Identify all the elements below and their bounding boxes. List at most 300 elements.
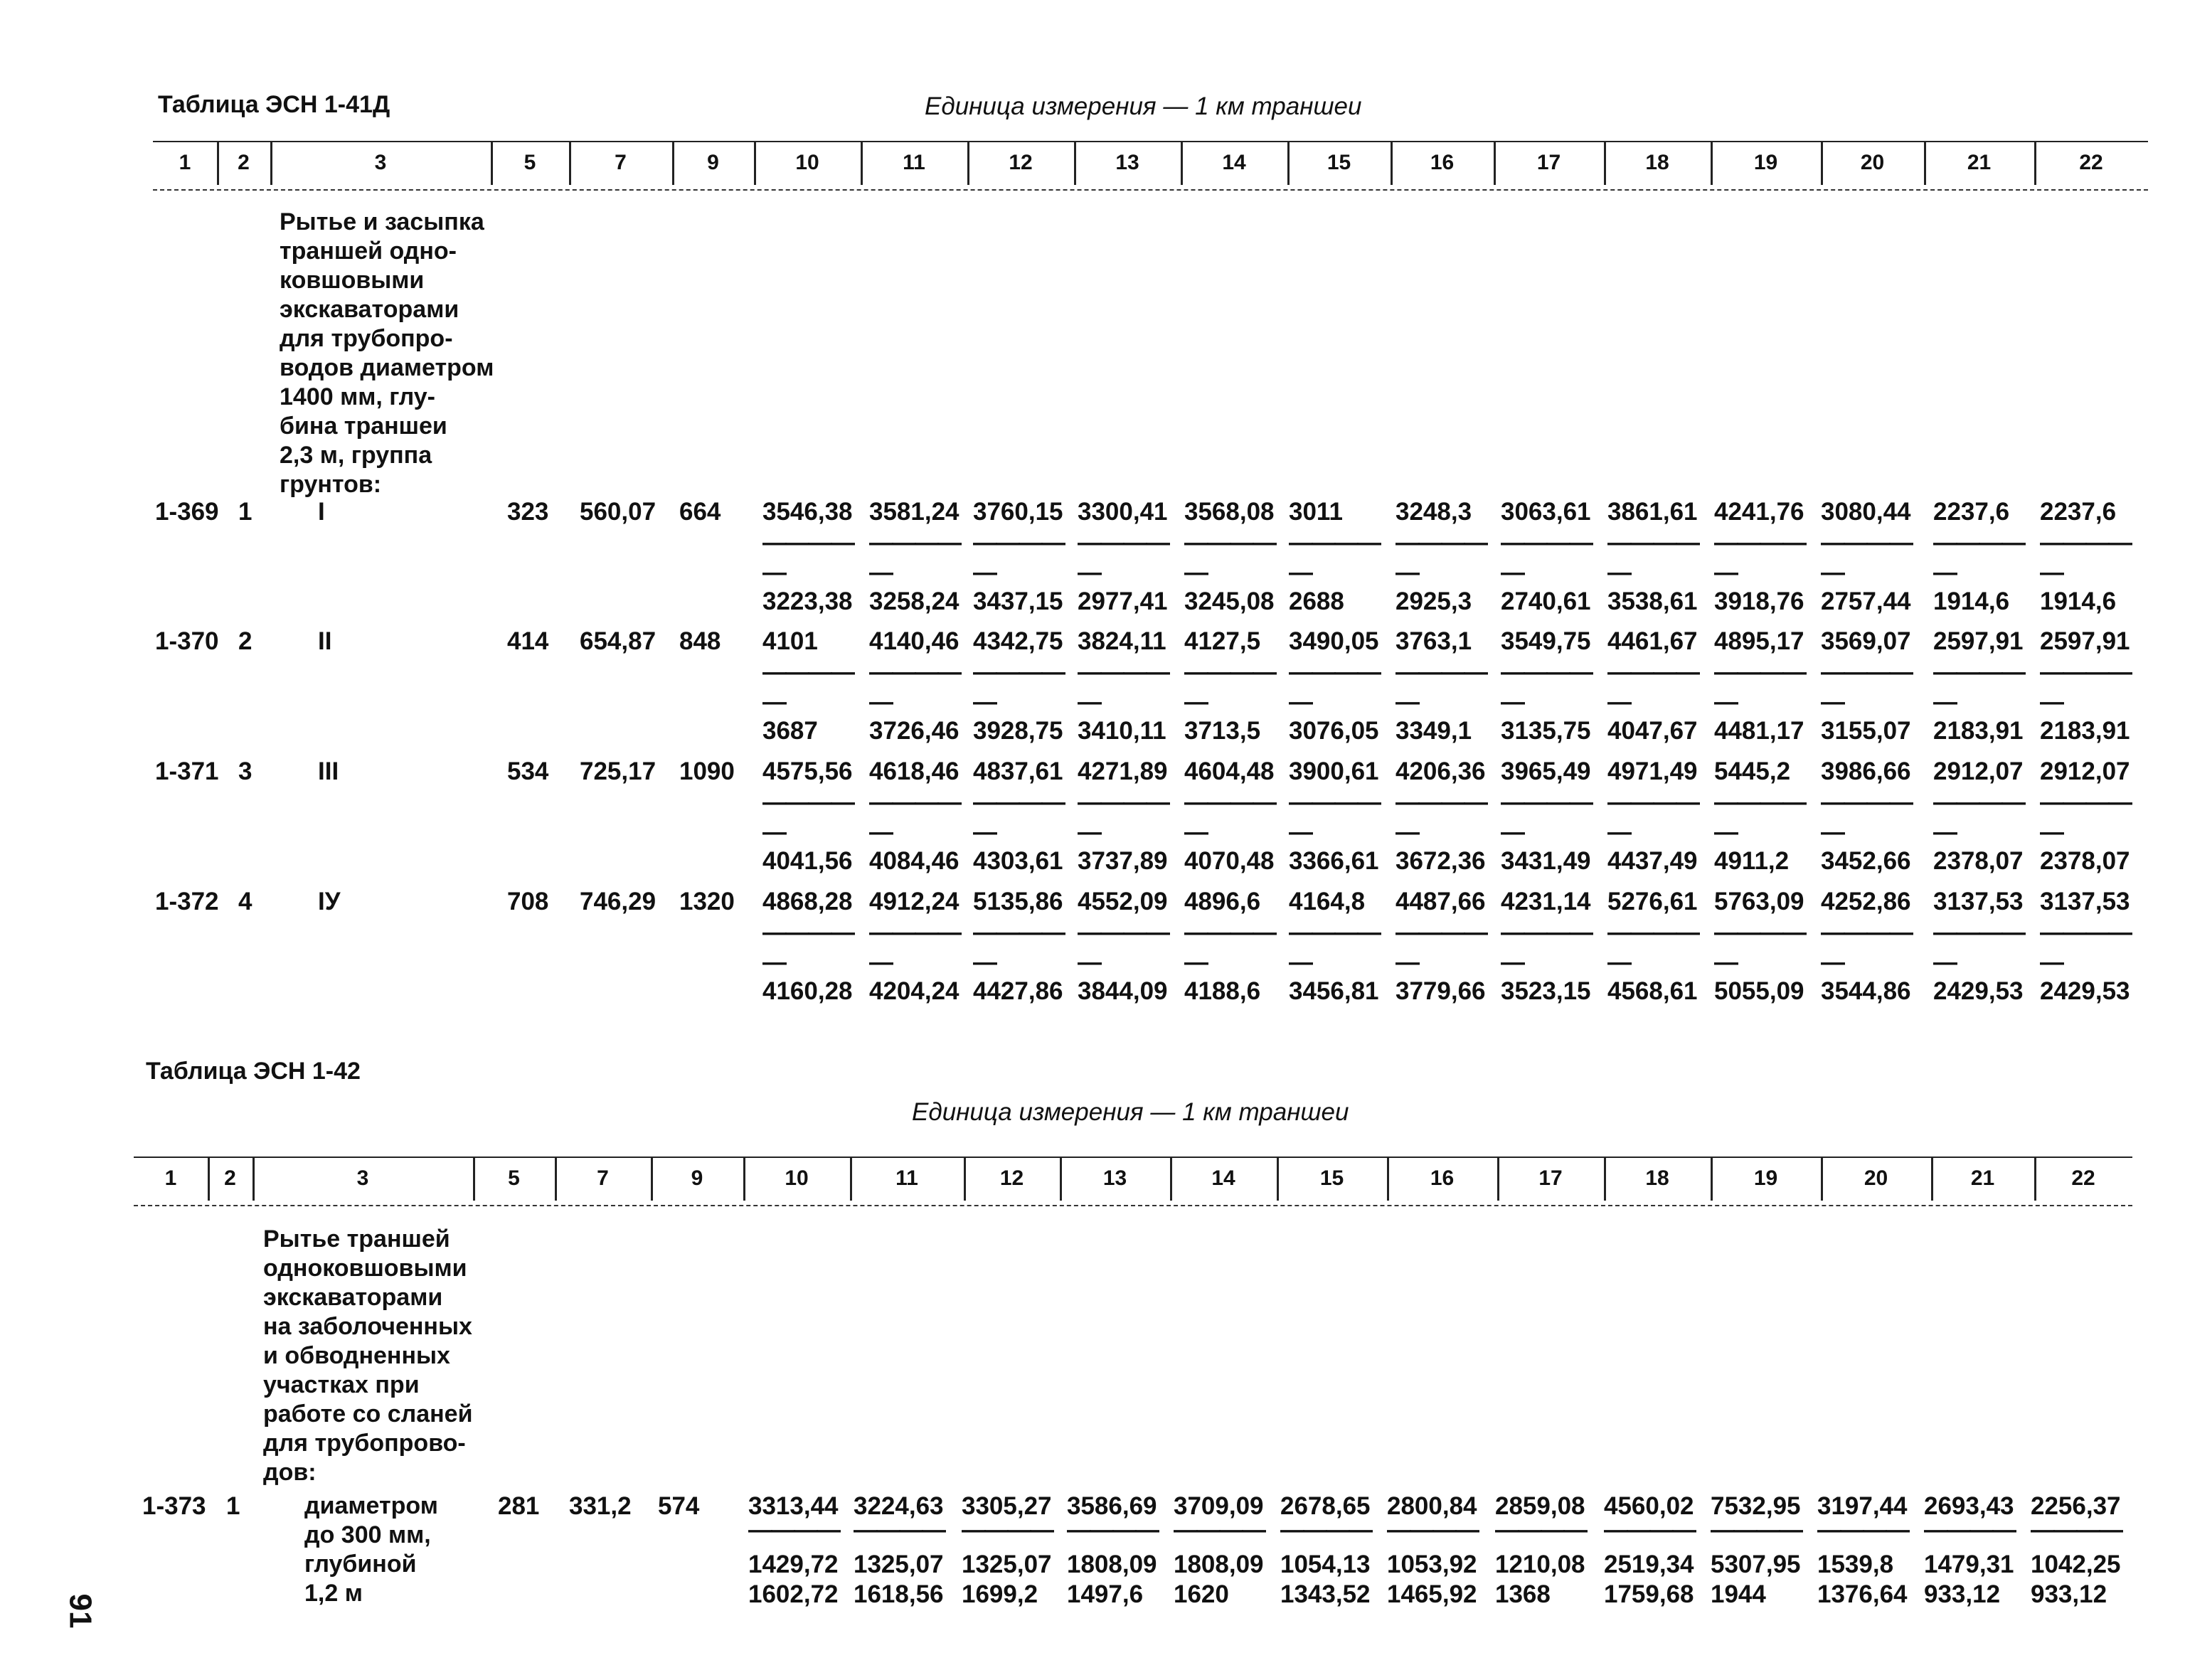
desc-line: для трубопро- [280,325,453,352]
fraction-bar: ———— [1714,659,1805,686]
row-number: 1 [238,498,252,526]
fraction-bar: — [1078,559,1100,586]
col-9-value: 664 [679,498,721,526]
value-top: 4271,89 [1078,757,1168,785]
value-top: 4868,28 [762,888,853,915]
desc-line: экскаваторами [280,296,459,323]
fraction-bar: — [2040,689,2063,716]
fraction-bar: ———— [1714,789,1805,816]
fraction-bar: ———— [1607,919,1698,946]
header-col-10: 10 [795,151,819,174]
fraction-bar: — [2040,819,2063,846]
header-col-11: 11 [903,151,925,174]
header-separator [2034,141,2036,185]
fraction-bar: — [1395,559,1418,586]
value-top: 5445,2 [1714,757,1791,785]
header-col-20: 20 [1864,1166,1888,1190]
value-top: 3197,44 [1817,1492,1908,1520]
value-top: 3011 [1289,498,1343,526]
value-top: 4252,86 [1821,888,1911,915]
fraction-bar: ———— [762,529,854,556]
value-top: 3080,44 [1821,498,1911,526]
value-top: 3965,49 [1501,757,1591,785]
header-col-21: 21 [1970,1166,1995,1190]
value-bottom: 3687 [762,717,818,745]
fraction-bar: — [1395,949,1418,976]
sub-description-line: 1,2 м [304,1580,363,1607]
header-col-14: 14 [1222,151,1246,174]
header-separator [1604,1157,1606,1201]
value-top: 3760,15 [973,498,1063,526]
fraction-bar: ———— [1933,789,2024,816]
header-separator [1494,141,1496,185]
header-col-15: 15 [1319,1166,1344,1190]
desc-line: 2,3 м, группа [280,442,432,469]
desc-line: экскаваторами [263,1284,443,1311]
col-7-value: 746,29 [580,888,656,915]
value-bottom: 3726,46 [869,717,959,745]
header-col-7: 7 [615,151,627,174]
value-top: 4101 [762,627,818,655]
value-bottom: 3155,07 [1821,717,1911,745]
value-mid: 5307,95 [1711,1551,1801,1578]
soil-group: IУ [318,888,341,915]
value-top: 3063,61 [1501,498,1591,526]
value-bottom: 3928,75 [973,717,1063,745]
value-bottom: 3410,11 [1078,717,1166,745]
col-9-value: 574 [658,1492,700,1520]
fraction-bar: — [1501,559,1524,586]
fraction-bar: — [1078,689,1100,716]
header-separator [208,1157,210,1201]
header-separator [2034,1157,2036,1201]
value-bottom: 3456,81 [1289,977,1379,1005]
value-top: 3490,05 [1289,627,1379,655]
header-separator [1170,1157,1172,1201]
desc-line: дов: [263,1459,317,1486]
fraction-bar: — [1714,559,1737,586]
value-top: 5763,09 [1714,888,1804,915]
desc-line: для трубопрово- [263,1430,466,1457]
fraction-bar: ———— [1821,919,1912,946]
value-bottom: 4481,17 [1714,717,1804,745]
value-top: 2597,91 [1933,627,2024,655]
fraction-bar: ———— [1174,1516,1265,1543]
value-bottom: 2183,91 [2040,717,2130,745]
header-col-18: 18 [1645,1166,1669,1190]
fraction-bar: ———— [1924,1516,2015,1543]
col-7-value: 654,87 [580,627,656,655]
value-mid: 1539,8 [1817,1551,1894,1578]
fraction-bar: ———— [1078,919,1169,946]
desc-line: Рытье и засыпка [280,208,484,235]
page-number: 91 [63,1593,98,1629]
value-top: 3569,07 [1821,627,1911,655]
value-bottom: 3523,15 [1501,977,1591,1005]
value-top: 2678,65 [1280,1492,1371,1520]
fraction-bar: — [1395,689,1418,716]
fraction-bar: — [1821,559,1844,586]
fraction-bar: ———— [1607,659,1698,686]
fraction-bar: — [1821,949,1844,976]
desc-line: 1400 мм, глу- [280,383,435,410]
fraction-bar: — [1933,559,1956,586]
value-mid: 1325,07 [962,1551,1052,1578]
desc-line: ковшовыми [280,267,425,294]
value-top: 4604,48 [1184,757,1275,785]
fraction-bar: ———— [2040,529,2131,556]
fraction-bar: ———— [1821,529,1912,556]
value-top: 2912,07 [1933,757,2024,785]
fraction-bar: — [1289,559,1312,586]
fraction-bar: — [1933,689,1956,716]
value-bottom: 3779,66 [1395,977,1486,1005]
header-separator [1060,1157,1062,1201]
value-mid: 1053,92 [1387,1551,1477,1578]
fraction-bar: ———— [1607,789,1698,816]
fraction-bar: — [869,949,892,976]
fraction-bar: ———— [1501,789,1592,816]
soil-group: II [318,627,332,655]
header-separator [743,1157,745,1201]
value-top: 3986,66 [1821,757,1911,785]
value-top: 4231,14 [1501,888,1591,915]
fraction-bar: ———— [1387,1516,1478,1543]
header-col-16: 16 [1430,151,1455,174]
fraction-bar: — [762,819,785,846]
fraction-bar: ———— [1714,919,1805,946]
value-top: 4241,76 [1714,498,1804,526]
table1-header-top-line [153,141,2148,142]
fraction-bar: ———— [962,1516,1053,1543]
header-separator [1931,1157,1933,1201]
value-mid: 2519,34 [1604,1551,1694,1578]
fraction-bar: ———— [1184,919,1275,946]
header-col-13: 13 [1115,151,1139,174]
col-9-value: 1090 [679,757,735,785]
header-col-14: 14 [1211,1166,1235,1190]
table2-header-bottom-line [134,1205,2132,1206]
value-top: 3248,3 [1395,498,1472,526]
value-bottom: 933,12 [1924,1580,2001,1608]
value-bottom: 4427,86 [973,977,1063,1005]
value-mid: 1210,08 [1495,1551,1585,1578]
fraction-bar: ———— [854,1516,945,1543]
row-number: 1 [226,1492,240,1520]
header-separator [1711,141,1713,185]
sub-description-line: глубиной [304,1551,417,1578]
value-bottom: 1376,64 [1817,1580,1908,1608]
fraction-bar: ———— [1078,659,1169,686]
fraction-bar: — [1078,819,1100,846]
value-bottom: 3918,76 [1714,588,1804,615]
header-col-7: 7 [597,1166,609,1190]
header-col-1: 1 [164,1166,177,1190]
value-bottom: 2378,07 [1933,847,2024,875]
value-bottom: 3366,61 [1289,847,1379,875]
fraction-bar: ———— [1289,919,1380,946]
value-bottom: 4568,61 [1607,977,1698,1005]
header-col-17: 17 [1536,151,1561,174]
value-top: 2237,6 [2040,498,2117,526]
value-bottom: 3349,1 [1395,717,1472,745]
value-bottom: 933,12 [2031,1580,2107,1608]
value-top: 4127,5 [1184,627,1261,655]
header-col-22: 22 [2071,1166,2095,1190]
header-separator [491,141,493,185]
table1-title: Таблица ЭСН 1-41Д [158,91,390,118]
table2-unit: Единица измерения — 1 км траншеи [912,1098,1349,1126]
value-top: 4560,02 [1604,1492,1694,1520]
col-5-value: 708 [507,888,549,915]
value-bottom: 1759,68 [1604,1580,1694,1608]
fraction-bar: ———— [973,529,1064,556]
value-bottom: 1944 [1711,1580,1766,1608]
header-col-18: 18 [1645,151,1669,174]
fraction-bar: ———— [1933,659,2024,686]
value-bottom: 3713,5 [1184,717,1261,745]
value-bottom: 1914,6 [1933,588,2010,615]
fraction-bar: — [1289,949,1312,976]
value-top: 5135,86 [973,888,1063,915]
header-separator [1497,1157,1499,1201]
fraction-bar: ———— [1817,1516,1908,1543]
fraction-bar: ———— [1821,789,1912,816]
value-bottom: 3076,05 [1289,717,1379,745]
fraction-bar: — [1607,949,1630,976]
header-separator [1711,1157,1713,1201]
value-top: 3861,61 [1607,498,1698,526]
value-top: 2800,84 [1387,1492,1477,1520]
value-mid: 1479,31 [1924,1551,2014,1578]
fraction-bar: — [2040,949,2063,976]
value-bottom: 4204,24 [869,977,959,1005]
value-top: 2693,43 [1924,1492,2014,1520]
value-top: 3709,09 [1174,1492,1264,1520]
row-code: 1-370 [155,627,219,655]
value-bottom: 2740,61 [1501,588,1591,615]
fraction-bar: ———— [973,659,1064,686]
header-separator [1821,141,1823,185]
table2-description [263,1225,473,1487]
value-top: 3300,41 [1078,498,1168,526]
header-separator [754,141,756,185]
fraction-bar: — [973,559,996,586]
row-number: 2 [238,627,252,655]
fraction-bar: — [1933,949,1956,976]
value-top: 4618,46 [869,757,959,785]
value-bottom: 3223,38 [762,588,853,615]
header-col-19: 19 [1753,1166,1778,1190]
fraction-bar: ———— [2040,919,2131,946]
value-bottom: 4303,61 [973,847,1063,875]
header-col-9: 9 [691,1166,703,1190]
fraction-bar: — [1607,819,1630,846]
fraction-bar: ———— [1289,789,1380,816]
value-bottom: 4911,2 [1714,847,1790,875]
fraction-bar: — [1933,819,1956,846]
value-top: 4575,56 [762,757,853,785]
fraction-bar: ———— [869,789,960,816]
value-bottom: 5055,09 [1714,977,1804,1005]
value-bottom: 3135,75 [1501,717,1591,745]
desc-line: одноковшовыми [263,1255,467,1282]
value-bottom: 2925,3 [1395,588,1472,615]
fraction-bar: ———— [1280,1516,1371,1543]
fraction-bar: — [973,819,996,846]
header-separator [672,141,674,185]
value-mid: 1325,07 [854,1551,944,1578]
fraction-bar: ———— [1395,529,1487,556]
value-top: 2912,07 [2040,757,2130,785]
fraction-bar: — [1184,819,1207,846]
value-top: 4895,17 [1714,627,1804,655]
header-separator [1604,141,1606,185]
header-separator [1181,141,1183,185]
header-col-15: 15 [1327,151,1351,174]
table1-unit: Единица измерения — 1 км траншеи [925,92,1362,120]
fraction-bar: ———— [1395,659,1487,686]
fraction-bar: ———— [1933,529,2024,556]
fraction-bar: — [869,559,892,586]
value-bottom: 4070,48 [1184,847,1275,875]
value-bottom: 1699,2 [962,1580,1038,1608]
fraction-bar: ———— [2040,789,2131,816]
soil-group: III [318,757,339,785]
value-top: 4837,61 [973,757,1063,785]
value-bottom: 4437,49 [1607,847,1698,875]
col-5-value: 534 [507,757,549,785]
value-top: 2256,37 [2031,1492,2121,1520]
header-col-16: 16 [1430,1166,1455,1190]
fraction-bar: — [1821,819,1844,846]
value-top: 4342,75 [973,627,1063,655]
fraction-bar: — [869,689,892,716]
fraction-bar: ———— [869,919,960,946]
fraction-bar: ———— [1501,529,1592,556]
header-col-19: 19 [1753,151,1778,174]
fraction-bar: — [2040,559,2063,586]
row-code: 1-372 [155,888,219,915]
value-bottom: 1497,6 [1067,1580,1144,1608]
header-separator [1074,141,1076,185]
fraction-bar: ———— [869,529,960,556]
fraction-bar: ———— [1184,529,1275,556]
header-col-2: 2 [238,151,250,174]
value-top: 3137,53 [2040,888,2130,915]
header-separator [1924,141,1926,185]
fraction-bar: ———— [1714,529,1805,556]
sub-description-line: до 300 мм, [304,1521,431,1548]
fraction-bar: — [1395,819,1418,846]
desc-line: грунтов: [280,471,382,498]
value-top: 2859,08 [1495,1492,1585,1520]
value-bottom: 3431,49 [1501,847,1591,875]
fraction-bar: ———— [1933,919,2024,946]
table1-description [280,208,494,499]
value-bottom: 3245,08 [1184,588,1275,615]
value-top: 3549,75 [1501,627,1591,655]
header-col-10: 10 [785,1166,809,1190]
header-col-1: 1 [179,151,191,174]
fraction-bar: — [869,819,892,846]
header-separator [270,141,272,185]
fraction-bar: ———— [1184,659,1275,686]
value-top: 3568,08 [1184,498,1275,526]
header-col-12: 12 [999,1166,1024,1190]
value-bottom: 3258,24 [869,588,959,615]
fraction-bar: — [1078,949,1100,976]
header-separator [473,1157,475,1201]
header-col-20: 20 [1860,151,1885,174]
value-top: 2597,91 [2040,627,2130,655]
table2-title: Таблица ЭСН 1-42 [146,1058,361,1085]
fraction-bar: ———— [973,919,1064,946]
fraction-bar: ———— [1078,529,1169,556]
col-9-value: 1320 [679,888,735,915]
fraction-bar: — [1607,559,1630,586]
row-number: 4 [238,888,252,915]
value-mid: 1808,09 [1067,1551,1157,1578]
header-separator [651,1157,653,1201]
fraction-bar: ———— [762,789,854,816]
fraction-bar: ———— [748,1516,839,1543]
fraction-bar: ———— [1289,529,1380,556]
header-separator [964,1157,966,1201]
fraction-bar: ———— [1501,659,1592,686]
fraction-bar: — [1501,819,1524,846]
fraction-bar: ———— [1395,789,1487,816]
fraction-bar: ———— [762,659,854,686]
desc-line: траншей одно- [280,238,457,265]
fraction-bar: — [1714,689,1737,716]
row-code: 1-371 [155,757,219,785]
fraction-bar: — [973,689,996,716]
col-7-value: 560,07 [580,498,656,526]
fraction-bar: — [1607,689,1630,716]
desc-line: работе со сланей [263,1400,473,1428]
value-bottom: 1368 [1495,1580,1551,1608]
value-top: 3763,1 [1395,627,1472,655]
value-top: 3313,44 [748,1492,839,1520]
header-separator [1391,141,1393,185]
value-bottom: 3544,86 [1821,977,1911,1005]
fraction-bar: — [762,559,785,586]
header-separator [1277,1157,1279,1201]
value-top: 4164,8 [1289,888,1366,915]
table2-header-top-line [134,1157,2132,1158]
header-col-13: 13 [1102,1166,1127,1190]
header-separator [1821,1157,1823,1201]
value-bottom: 3672,36 [1395,847,1486,875]
desc-line: участках при [263,1371,420,1398]
fraction-bar: ———— [762,919,854,946]
value-top: 4140,46 [869,627,959,655]
header-separator [217,141,219,185]
header-col-21: 21 [1967,151,1992,174]
value-bottom: 3538,61 [1607,588,1698,615]
value-top: 2237,6 [1933,498,2010,526]
value-bottom: 1914,6 [2040,588,2117,615]
header-separator [555,1157,557,1201]
header-separator [252,1157,255,1201]
value-bottom: 3437,15 [973,588,1063,615]
value-bottom: 1465,92 [1387,1580,1477,1608]
sub-description-line: диаметром [304,1492,438,1519]
value-top: 3900,61 [1289,757,1379,785]
col-5-value: 414 [507,627,549,655]
row-code: 1-373 [142,1492,206,1520]
